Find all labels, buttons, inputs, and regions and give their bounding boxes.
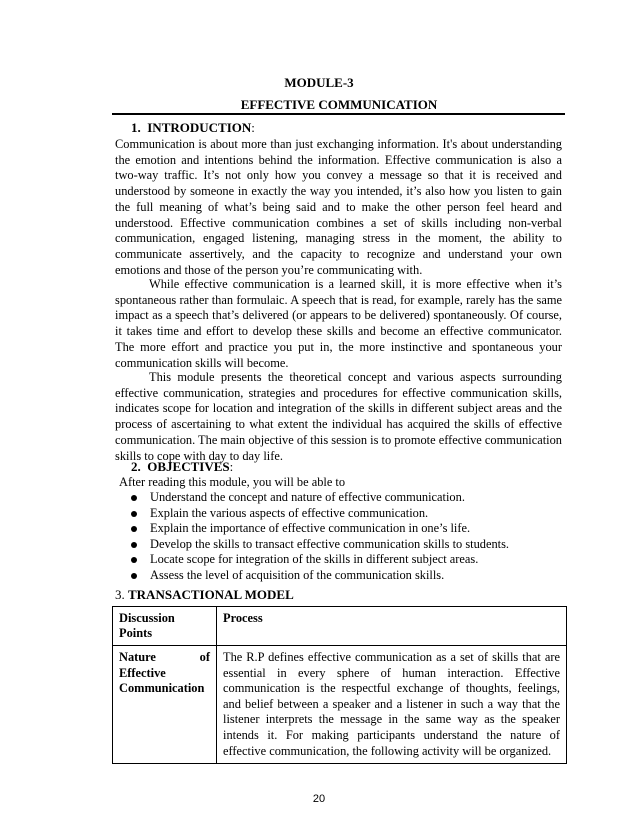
objectives-list [131, 490, 561, 584]
objectives-intro: After reading this module, you will be able to [119, 475, 346, 489]
page-number: 20 [312, 793, 326, 805]
objective-item: Explain the importance of effective communication in one’s life. [131, 521, 561, 537]
table-header-row [113, 607, 567, 646]
objective-item: Assess the level of acquisition of the communication skills. [131, 568, 561, 584]
section-number: 2. [131, 459, 141, 474]
intro-paragraph-1: Communication is about more than just exchanging information. It's about understanding the emotion and intentions behind the information. Effective communication is also a two-way traffic. It’s not only how you convey a message so that it is received and understood by someone in exactly the way you intended, it’s also how you listen to gain the full meaning of what’s being said and to make the other person feel heard and understood. Effective communication combines a set of skills including non-verbal communication, engaged listening, managing stress in the moment, the ability to communicate assertively, and the capacity to recognize and understand your own emotions and those of the person you’re communicating with. [115, 137, 562, 277]
section-title: TRANSACTIONAL MODEL [128, 587, 294, 602]
objective-item: Locate scope for integration of the skills in different subject areas. [131, 552, 561, 568]
objective-item: Explain the various aspects of effective communication. [131, 506, 561, 522]
discussion-point-word: of [199, 650, 210, 664]
discussion-point-word: Communication [119, 681, 205, 696]
section-number: 1. [131, 120, 141, 135]
objective-item: Understand the concept and nature of effective communication. [131, 490, 561, 506]
section-heading-introduction [131, 120, 255, 136]
table-row [113, 646, 567, 764]
header-process: Process [217, 607, 567, 646]
discussion-point-cell [113, 646, 217, 764]
process-cell: The R.P defines effective communication as a set of skills that are essential in every sphere of human interaction. Effective communication is the respectful exchange of thoughts, feelings, and belief between a speaker and a listener in such a way that the listener interprets the message in the same way as the speaker intends it. For making participants understand the nature of effective communication, the following activity will be organized. [217, 646, 567, 764]
module-title: MODULE-3 [284, 75, 354, 90]
section-heading-transactional-model [115, 587, 294, 603]
intro-paragraph-3: This module presents the theoretical concept and various aspects surrounding effective communication, strategies and procedures for effective communication skills, indicates scope for location and integration of the skills in different subject areas and the process of ascertaining to what extent the individual has acquired the skills of effective communication. The main objective of this session is to promote effective communication skills to cope with day to day life. [115, 370, 562, 463]
section-title: INTRODUCTION [147, 120, 252, 135]
header-discussion-points: Discussion Points [113, 607, 217, 646]
title-underline-rule [112, 113, 565, 115]
intro-paragraph-2: While effective communication is a learned skill, it is more effective when it’s spontaneous rather than formulaic. A speech that is read, for example, rarely has the same impact as a speech that’s delivered (or appears to be delivered) spontaneously. Of course, it takes time and effort to develop these skills and become an effective communicator. The more effort and practice you put in, the more instinctive and spontaneous your communication skills will become. [115, 277, 562, 370]
section-heading-objectives [131, 459, 233, 475]
discussion-point-word: Nature [119, 650, 156, 664]
section-colon: : [251, 120, 255, 135]
main-title: EFFECTIVE COMMUNICATION [240, 97, 438, 112]
section-colon: : [229, 459, 234, 474]
section-title: OBJECTIVES [147, 459, 230, 474]
objective-item: Develop the skills to transact effective communication skills to students. [131, 537, 561, 553]
discussion-point-word: Effective [119, 665, 166, 680]
section-number: 3. [115, 587, 125, 602]
transactional-model-table [112, 606, 567, 764]
